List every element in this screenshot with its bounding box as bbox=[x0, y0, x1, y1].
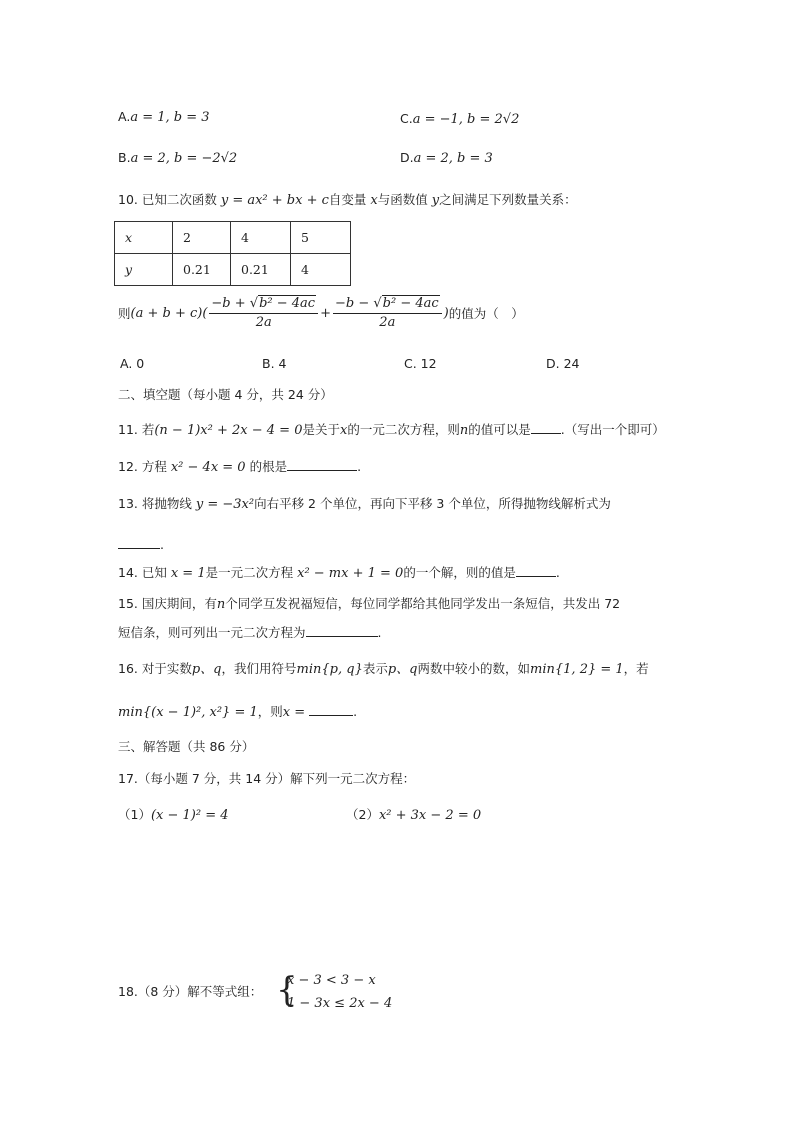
question-17-part-2: （2）x² + 3x − 2 = 0 bbox=[346, 807, 482, 823]
option-c: C.a = −1, b = 2√2 bbox=[400, 111, 520, 127]
option-a: A.a = 1, b = 3 bbox=[118, 109, 210, 125]
question-13: 13. 将抛物线 y = −3x²向右平移 2 个单位，再向下平移 3 个单位，所得抛物线解析式为 bbox=[118, 496, 611, 512]
question-16-line-2: min{(x − 1)², x²} = 1，则x = . bbox=[118, 704, 358, 720]
question-18-stem: 18.（8 分）解不等式组： bbox=[118, 984, 263, 999]
question-12: 12. 方程 x² − 4x = 0 的根是 . bbox=[118, 459, 362, 475]
q10-option-c: C. 12 bbox=[404, 356, 437, 371]
inequality-1: x − 3 < 3 − x bbox=[287, 973, 376, 988]
system-brace: { bbox=[276, 970, 298, 1010]
q10-option-d: D. 24 bbox=[546, 356, 580, 371]
q10-option-b: B. 4 bbox=[262, 356, 287, 371]
table-cell: x bbox=[115, 222, 173, 254]
question-17-part-1: （1）(x − 1)² = 4 bbox=[118, 807, 229, 823]
question-16-line-1: 16. 对于实数p、q，我们用符号min{p, q}表示p、q两数中较小的数，如min{1, 2} = 1，若 bbox=[118, 661, 649, 677]
answer-blank bbox=[516, 564, 556, 577]
option-b: B.a = 2, b = −2√2 bbox=[118, 150, 238, 166]
question-17-stem: 17.（每小题 7 分，共 14 分）解下列一元二次方程： bbox=[118, 771, 416, 786]
table-cell: 4 bbox=[231, 222, 291, 254]
table-row bbox=[115, 254, 351, 286]
option-d: D.a = 2, b = 3 bbox=[400, 150, 493, 166]
answer-blank bbox=[531, 421, 561, 434]
table-row bbox=[115, 222, 351, 254]
table-cell: 5 bbox=[291, 222, 351, 254]
answer-blank bbox=[306, 624, 378, 637]
table-cell: 2 bbox=[173, 222, 231, 254]
section-2-title: 二、填空题（每小题 4 分，共 24 分） bbox=[118, 387, 333, 402]
question-14: 14. 已知 x = 1是一元二次方程 x² − mx + 1 = 0的一个解，则的值是 . bbox=[118, 565, 560, 581]
q10-option-a: A. 0 bbox=[120, 356, 145, 371]
section-3-title: 三、解答题（共 86 分） bbox=[118, 739, 255, 754]
value-table bbox=[114, 221, 351, 286]
inequality-2: 1 − 3x ≤ 2x − 4 bbox=[287, 996, 393, 1011]
question-11: 11. 若(n − 1)x² + 2x − 4 = 0是关于x的一元二次方程，则n的值可以是 .（写出一个即可） bbox=[118, 422, 665, 438]
question-15-line-1: 15. 国庆期间，有n个同学互发祝福短信，每位同学都给其他同学发出一条短信，共发出 72 bbox=[118, 596, 621, 612]
question-10-stem: 10. 已知二次函数 y = ax² + bx + c自变量 x与函数值 y之间满足下列数量关系： bbox=[118, 192, 577, 208]
question-13-blank-line: . bbox=[118, 536, 164, 554]
answer-blank bbox=[309, 703, 353, 716]
answer-blank bbox=[287, 458, 357, 471]
table-cell: 4 bbox=[291, 254, 351, 286]
answer-blank bbox=[118, 536, 160, 549]
table-cell: y bbox=[115, 254, 173, 286]
table-cell: 0.21 bbox=[231, 254, 291, 286]
fraction-2: $\frac{\text{−b − √b² − 4ac}}{2a}$ bbox=[333, 296, 442, 331]
table-cell: 0.21 bbox=[173, 254, 231, 286]
question-15-line-2: 短信条，则可列出一元二次方程为 . bbox=[118, 625, 382, 640]
fraction-1: $\frac{\text{−b + √b² − 4ac}}{2a}$ bbox=[209, 296, 318, 331]
question-10-expression: 则 (a + b + c)( $\frac{\text{−b + √b² − 4ac}}{2a}$ + $\frac{\text{−b − √b² − 4ac}}{2a}$ ) 的值为（ ） bbox=[118, 296, 524, 330]
